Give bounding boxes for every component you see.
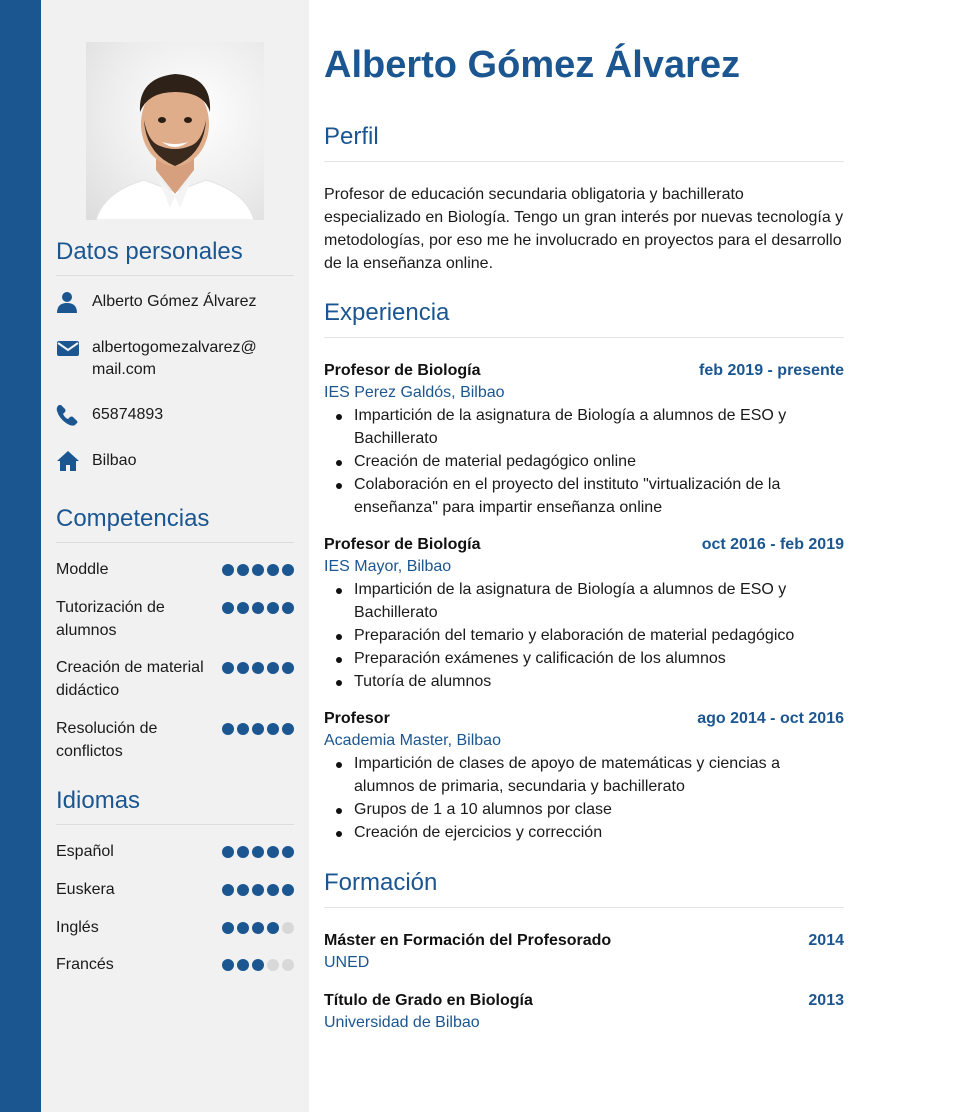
- rating-dot-filled: [237, 922, 249, 934]
- profile-heading: Perfil: [324, 123, 844, 162]
- list-item: Preparación del temario y elaboración de material pedagógico: [354, 624, 844, 647]
- list-item: Colaboración en el proyecto del instituto "virtualización de la enseñanza" para impartir enseñanza online: [354, 473, 844, 519]
- experience-entry: [324, 708, 844, 844]
- rating-dot-filled: [282, 723, 294, 735]
- list-item: Creación de material pedagógico online: [354, 450, 844, 473]
- profile-photo: [86, 42, 264, 220]
- skill-label: Tutorización de alumnos: [56, 599, 165, 639]
- language-label: Inglés: [56, 919, 99, 936]
- rating-dot-filled: [237, 662, 249, 674]
- rating-dot-filled: [252, 846, 264, 858]
- rating-dot-filled: [252, 723, 264, 735]
- profile-text: Profesor de educación secundaria obligatoria y bachillerato especializado en Biología. Tengo un gran interés por nuevas tecnología y metodologías, por eso me he involucrado en proyectos para el desarrollo de la enseñanza online.: [324, 186, 844, 272]
- rating-dot-filled: [237, 564, 249, 576]
- rating-dot-filled: [267, 662, 279, 674]
- rating-dot-filled: [267, 922, 279, 934]
- languages-heading: Idiomas: [56, 787, 294, 825]
- skill-rating: [222, 656, 294, 674]
- job-organization: Academia Master, Bilbao: [324, 732, 501, 749]
- rating-dot-filled: [252, 884, 264, 896]
- rating-dot-filled: [222, 846, 234, 858]
- home-icon: [56, 450, 80, 472]
- contact-phone-text[interactable]: 65874893: [92, 406, 164, 423]
- rating-dot-filled: [237, 723, 249, 735]
- degree-institution: UNED: [324, 954, 370, 971]
- job-bullets: [324, 752, 844, 844]
- rating-dot-filled: [267, 884, 279, 896]
- degree-year: 2013: [808, 992, 844, 1009]
- rating-dot-filled: [222, 959, 234, 971]
- education-heading: Formación: [324, 869, 844, 908]
- skill-rating: [222, 596, 294, 614]
- list-item: Tutoría de alumnos: [354, 670, 844, 693]
- rating-dot-filled: [252, 959, 264, 971]
- skills-heading: Competencias: [56, 505, 294, 543]
- contact-name: [56, 291, 294, 313]
- rating-dot-filled: [222, 662, 234, 674]
- rating-dot-filled: [252, 922, 264, 934]
- education-entry: [324, 930, 844, 974]
- candidate-name: Alberto Gómez Álvarez: [324, 44, 740, 86]
- list-item: Creación de ejercicios y corrección: [354, 821, 844, 844]
- rating-dot-filled: [237, 602, 249, 614]
- job-date: ago 2014 - oct 2016: [697, 710, 844, 727]
- list-item: Impartición de clases de apoyo de matemáticas y ciencias a alumnos de primaria, secundaria y bachillerato: [354, 752, 844, 798]
- experience-heading: Experiencia: [324, 299, 844, 338]
- rating-dot-filled: [267, 723, 279, 735]
- envelope-icon: [56, 337, 80, 359]
- degree-year: 2014: [808, 932, 844, 949]
- job-title: Profesor de Biología: [324, 362, 481, 379]
- list-item: Grupos de 1 a 10 alumnos por clase: [354, 798, 844, 821]
- language-rating: [222, 878, 294, 896]
- skill-label: Resolución de conflictos: [56, 720, 158, 760]
- skill-row: [56, 656, 294, 702]
- contact-location: [56, 450, 294, 472]
- rating-dot-filled: [222, 922, 234, 934]
- job-bullets: [324, 578, 844, 693]
- language-rating: [222, 840, 294, 858]
- job-date: feb 2019 - presente: [699, 362, 844, 379]
- list-item: Preparación exámenes y calificación de los alumnos: [354, 647, 844, 670]
- skill-row: [56, 717, 294, 763]
- skill-row: [56, 596, 294, 642]
- rating-dot-empty: [267, 959, 279, 971]
- language-row: [56, 840, 294, 863]
- rating-dot-filled: [252, 662, 264, 674]
- language-rating: [222, 953, 294, 971]
- contact-location-text: Bilbao: [92, 452, 137, 469]
- job-organization: IES Perez Galdós, Bilbao: [324, 384, 505, 401]
- job-bullets: [324, 404, 844, 519]
- rating-dot-filled: [237, 884, 249, 896]
- skill-row: [56, 558, 294, 581]
- rating-dot-filled: [237, 959, 249, 971]
- job-title: Profesor de Biología: [324, 536, 481, 553]
- rating-dot-filled: [282, 884, 294, 896]
- contact-phone[interactable]: [56, 404, 294, 426]
- rating-dot-filled: [267, 846, 279, 858]
- language-row: [56, 916, 294, 939]
- personal-data-heading: Datos personales: [56, 238, 294, 276]
- list-item: Impartición de la asignatura de Biología a alumnos de ESO y Bachillerato: [354, 578, 844, 624]
- skill-rating: [222, 558, 294, 576]
- degree-institution: Universidad de Bilbao: [324, 1014, 480, 1031]
- phone-icon: [56, 404, 80, 426]
- experience-entry: [324, 360, 844, 519]
- contact-email[interactable]: [56, 337, 294, 381]
- skill-rating: [222, 717, 294, 735]
- language-rating: [222, 916, 294, 934]
- job-title: Profesor: [324, 710, 390, 727]
- skill-label: Creación de material didáctico: [56, 659, 204, 699]
- language-label: Euskera: [56, 881, 115, 898]
- left-accent-bar: [0, 0, 41, 1112]
- rating-dot-filled: [282, 662, 294, 674]
- job-date: oct 2016 - feb 2019: [701, 536, 844, 553]
- contact-email-text[interactable]: albertogomezalvarez@ mail.com: [92, 339, 257, 378]
- rating-dot-filled: [267, 602, 279, 614]
- rating-dot-filled: [222, 564, 234, 576]
- experience-entry: [324, 534, 844, 693]
- degree-title: Máster en Formación del Profesorado: [324, 932, 612, 949]
- rating-dot-filled: [267, 564, 279, 576]
- rating-dot-filled: [222, 723, 234, 735]
- rating-dot-filled: [252, 564, 264, 576]
- rating-dot-filled: [282, 564, 294, 576]
- rating-dot-filled: [222, 602, 234, 614]
- rating-dot-empty: [282, 922, 294, 934]
- job-organization: IES Mayor, Bilbao: [324, 558, 452, 575]
- user-icon: [56, 291, 80, 313]
- contact-name-text: Alberto Gómez Álvarez: [92, 293, 257, 310]
- language-label: Francés: [56, 956, 114, 973]
- rating-dot-filled: [282, 846, 294, 858]
- education-entry: [324, 990, 844, 1034]
- rating-dot-filled: [222, 884, 234, 896]
- rating-dot-filled: [252, 602, 264, 614]
- skill-label: Moddle: [56, 561, 109, 578]
- rating-dot-empty: [282, 959, 294, 971]
- language-row: [56, 953, 294, 976]
- list-item: Impartición de la asignatura de Biología a alumnos de ESO y Bachillerato: [354, 404, 844, 450]
- rating-dot-filled: [237, 846, 249, 858]
- language-label: Español: [56, 843, 114, 860]
- language-row: [56, 878, 294, 901]
- degree-title: Título de Grado en Biología: [324, 992, 533, 1009]
- rating-dot-filled: [282, 602, 294, 614]
